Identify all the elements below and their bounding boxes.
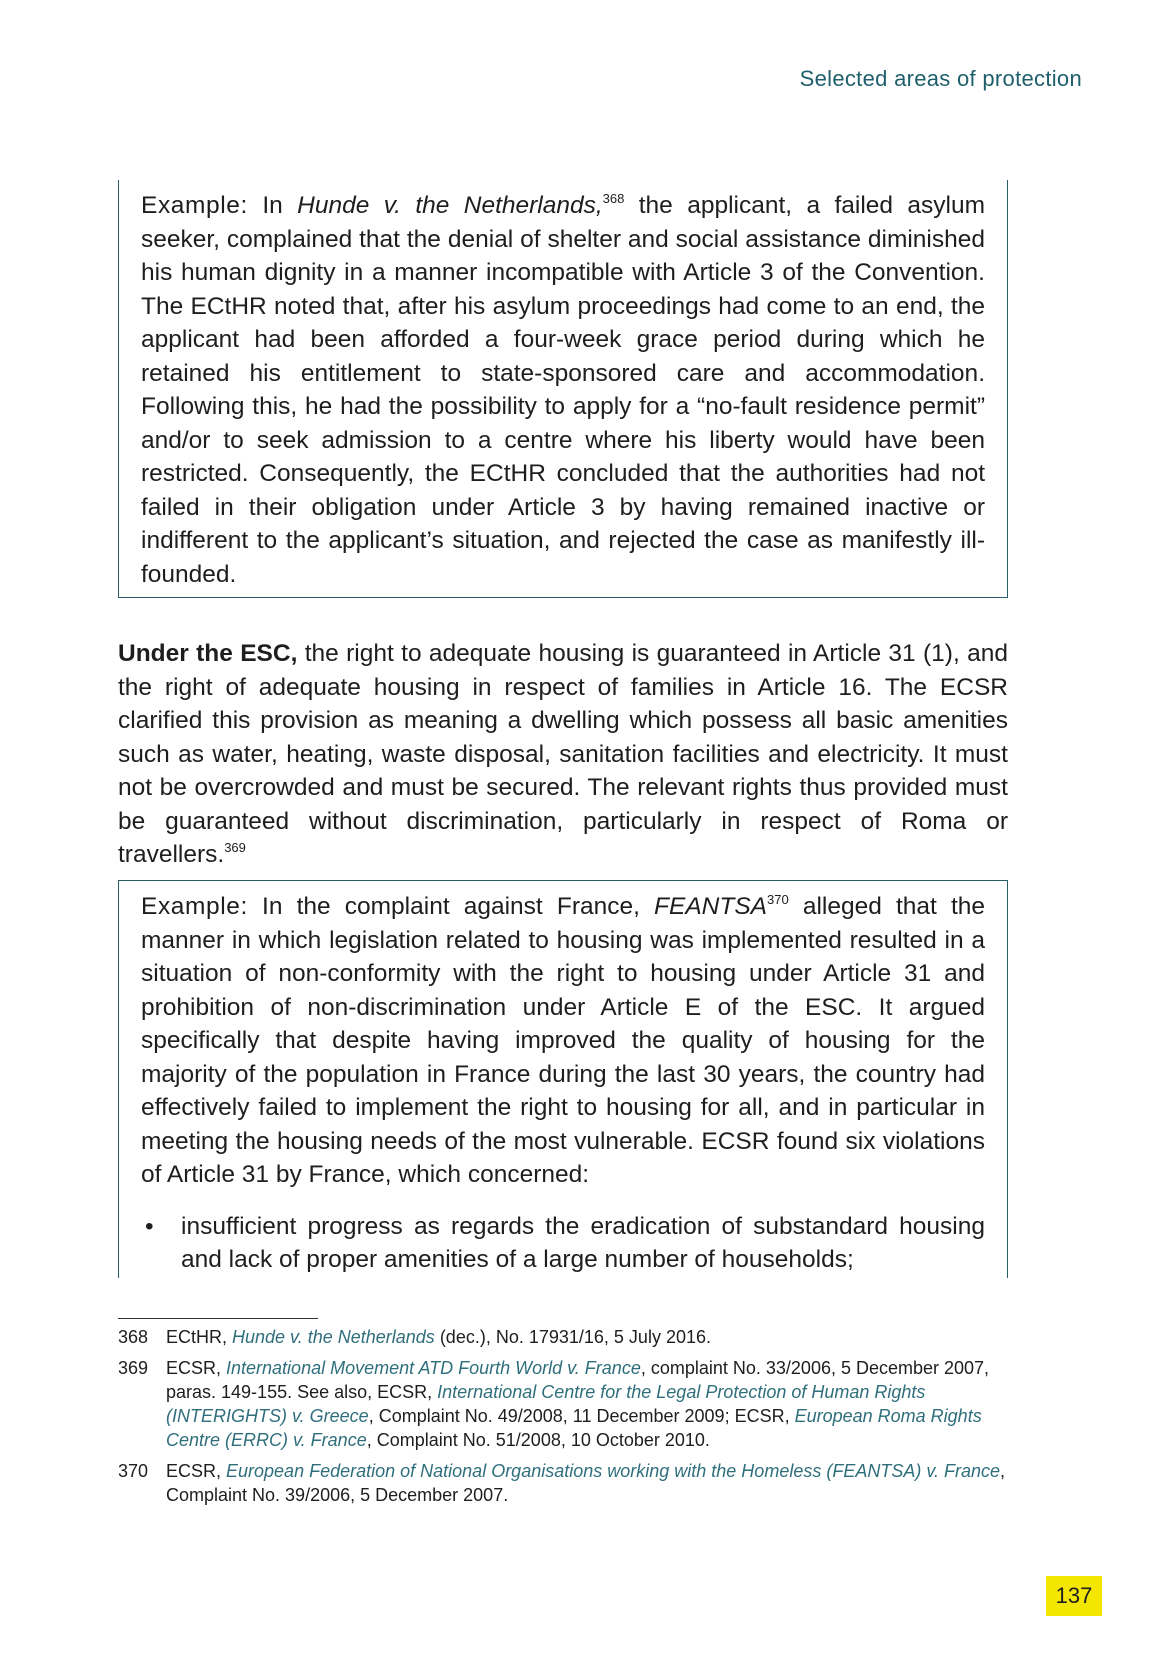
footnote-divider: [118, 1318, 318, 1319]
footnote-368: 368 ECtHR, Hunde v. the Netherlands (dec.), No. 17931/16, 5 July 2016.: [118, 1327, 711, 1347]
footnote-ref[interactable]: 369: [224, 840, 246, 855]
case-link[interactable]: European Federation of National Organisations working with the Homeless (FEANTSA) v. France: [226, 1461, 1001, 1481]
case-name: Hunde v. the Netherlands,: [297, 192, 603, 219]
footnote-369: 369 ECSR, International Movement ATD Fourth World v. France, complaint No. 33/2006, 5 December 2007, paras. 149-155. See also, ECSR, International Centre for the Legal Protection of Human Rights (INTERIGHTS) v. Greece, Complaint No. 49/2008, 11 December 2009; ECSR, European Roma Rights Centre (ERRC) v. France, Complaint No. 51/2008, 10 October 2010.: [118, 1358, 990, 1450]
violations-list: [141, 1210, 985, 1277]
footnote-ref[interactable]: 370: [767, 892, 789, 907]
footnote-370: 370 ECSR, European Federation of National Organisations working with the Homeless (FEANTSA) v. France, Complaint No. 39/2006, 5 December 2007.: [118, 1461, 1006, 1505]
footnote-ref[interactable]: 368: [602, 191, 625, 206]
footnote-number: 370: [118, 1461, 149, 1481]
case-link[interactable]: Hunde v. the Netherlands: [232, 1327, 435, 1347]
example-box-feantsa: [118, 880, 1008, 1278]
case-link[interactable]: European Roma Rights Centre (ERRC) v. France: [166, 1406, 982, 1450]
esc-paragraph: Under the ESC, the right to adequate housing is guaranteed in Article 31 (1), and the right of adequate housing in respect of families in Article 16. The ECSR clarified this provision as meaning a dwelling which possess all basic amenities such as water, heating, waste disposal, sanitation facilities and electricity. It must not be overcrowded and must be secured. The relevant rights thus provided must be guaranteed without discrimination, particularly in respect of Roma or travellers.$^{369}$: [118, 640, 1008, 868]
case-name: FEANTSA: [654, 893, 768, 920]
footnote-number: 368: [118, 1327, 149, 1347]
running-head: Selected areas of protection: [799, 66, 1082, 91]
bullet-icon: •: [145, 1212, 154, 1240]
case-link[interactable]: International Centre for the Legal Protection of Human Rights (INTERIGHTS) v. Greece: [166, 1382, 926, 1426]
esc-heading: Under the ESC,: [118, 640, 298, 667]
example-text: Example: In Hunde v. the Netherlands,$^{368}$ the applicant, a failed asylum seeker, complained that the denial of shelter and social assistance diminished his human dignity in a manner incompatible with Article 3 of the Convention. The ECtHR noted that, after his asylum proceedings had come to an end, the applicant had been afforded a four-week grace period during which he retained his entitlement to state-sponsored care and accommodation. Following this, he had the possibility to apply for a “no-fault residence permit” and/or to seek admission to a centre where his liberty would have been restricted. Consequently, the ECtHR concluded that the authorities had not failed in their obligation under Article 3 by having remained inactive or indifferent to the applicant’s situation, and rejected the case as manifestly ill-founded.: [141, 191, 985, 588]
page-number: 137: [1046, 1576, 1102, 1616]
list-item: • insufficient progress as regards the eradication of substandard housing and lack of proper amenities of a large number of households;: [141, 1210, 985, 1277]
example-label: Example:: [141, 893, 248, 920]
footnote-number: 369: [118, 1358, 149, 1378]
case-link[interactable]: International Movement ATD Fourth World v. France: [226, 1358, 641, 1378]
example-label: Example:: [141, 192, 248, 219]
example-text: Example: In the complaint against France, FEANTSA$^{370}$ alleged that the manner in which legislation related to housing was implemented resulted in a situation of non-conformity with the right to housing under Article 31 and prohibition of non-discrimination under Article E of the ESC. It argued specifically that despite having improved the quality of housing for the majority of the population in France during the last 30 years, the country had effectively failed to implement the right to housing for all, and in particular in meeting the housing needs of the most vulnerable. ECSR found six violations of Article 31 by France, which concerned:: [141, 892, 986, 1188]
footnotes: [118, 1325, 1008, 1514]
example-box-hunde: [118, 180, 1008, 598]
